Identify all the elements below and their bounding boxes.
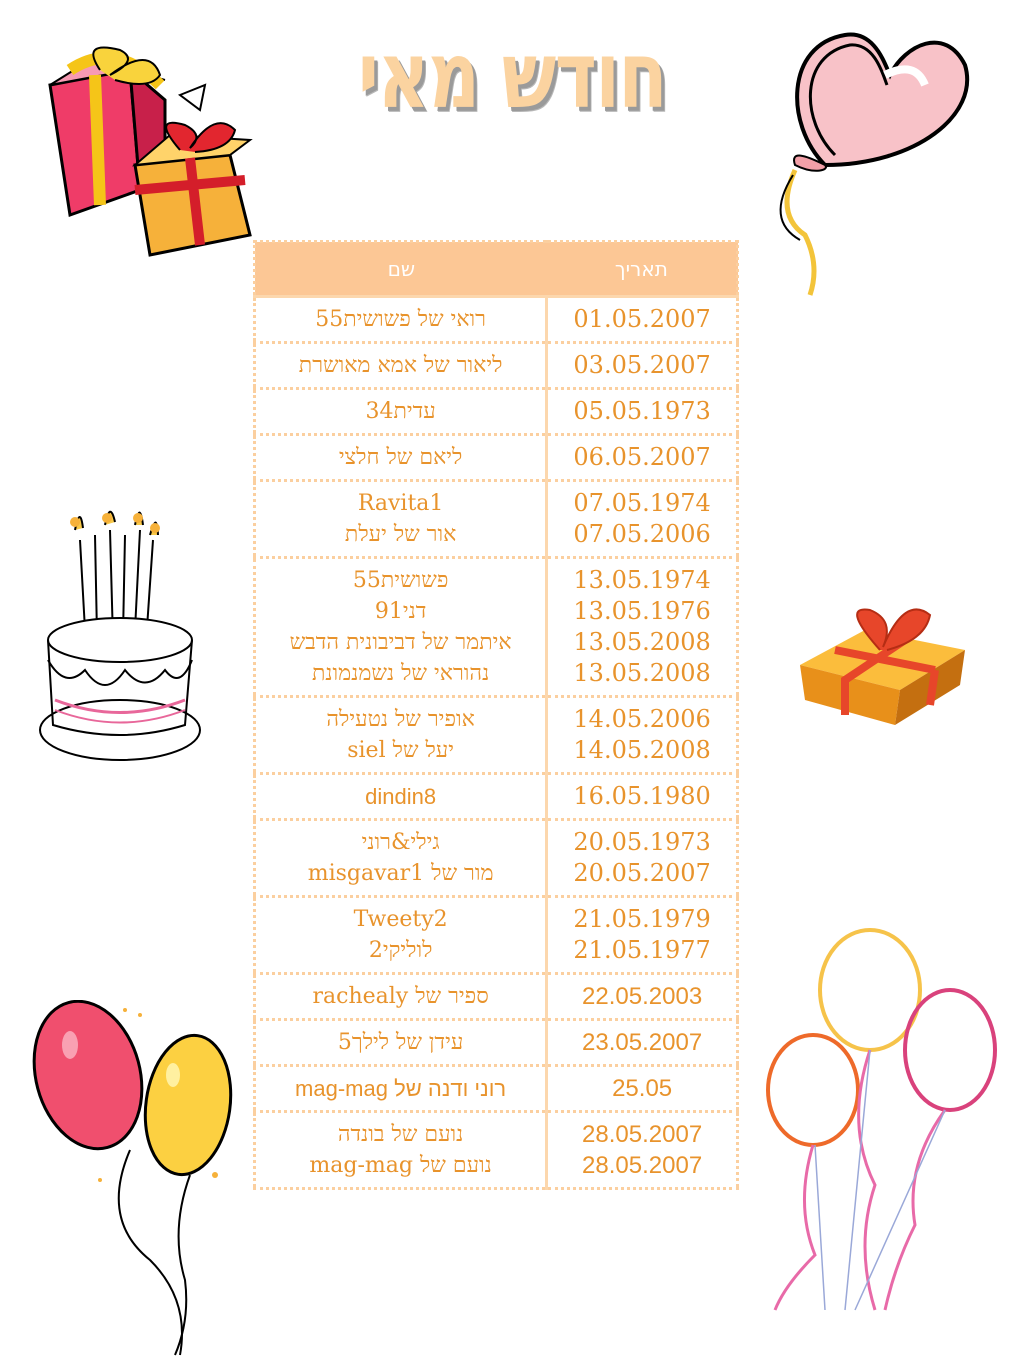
name-cell (255, 897, 547, 974)
date-text: 14.05.2006 (573, 705, 711, 733)
table-row (255, 297, 738, 343)
name-cell (255, 974, 547, 1020)
name-text: Ravita1 (357, 491, 444, 516)
date-text: 07.05.1974 (573, 489, 711, 517)
name-text: אור של יעלת (344, 522, 457, 547)
date-cell (547, 820, 738, 897)
date-text: 13.05.2008 (573, 628, 711, 656)
date-cell (547, 697, 738, 774)
table-row (255, 1066, 738, 1112)
two-balloons-icon (30, 1000, 250, 1360)
date-text: 03.05.2007 (573, 351, 711, 379)
date-cell (547, 897, 738, 974)
table-row (255, 1020, 738, 1066)
heart-balloon-icon (765, 5, 985, 305)
name-text: אופיר של נטעילה (326, 707, 475, 732)
date-cell (547, 558, 738, 697)
table-header-row (255, 242, 738, 297)
date-cell (547, 343, 738, 389)
date-cell (547, 1020, 738, 1066)
birthday-table (253, 240, 739, 1190)
date-text: 21.05.1979 (573, 905, 711, 933)
date-text: 14.05.2008 (573, 736, 711, 764)
name-text: נהוראי של נשמנמונת (311, 661, 490, 686)
date-cell (547, 297, 738, 343)
date-text: 23.05.2007 (582, 1029, 703, 1056)
date-text: 13.05.1976 (573, 597, 711, 625)
table-row (255, 774, 738, 820)
date-text: 06.05.2007 (573, 443, 711, 471)
column-header-name: שם (255, 242, 547, 297)
name-text: dindin8 (365, 784, 437, 809)
date-text: 16.05.1980 (573, 782, 711, 810)
table-row (255, 389, 738, 435)
name-text: נועם של mag-mag (309, 1153, 492, 1178)
date-text: 22.05.2003 (582, 983, 703, 1010)
date-cell (547, 774, 738, 820)
name-text: גילי&רוני (361, 830, 440, 855)
date-cell (547, 1112, 738, 1189)
name-text: ליאם של חלצי (338, 445, 463, 470)
date-cell (547, 481, 738, 558)
table-row (255, 1112, 738, 1189)
gift-box-icon (795, 595, 975, 735)
name-cell (255, 389, 547, 435)
name-text: דני91 (374, 599, 427, 624)
name-cell (255, 297, 547, 343)
page-title: חודש מאי (357, 22, 667, 129)
name-text: מור של misgavar1 (307, 861, 494, 886)
table-row (255, 481, 738, 558)
date-cell (547, 1066, 738, 1112)
name-text: עידן של לילך5 (337, 1030, 464, 1055)
table-row (255, 974, 738, 1020)
name-text: נועם של בונדה (337, 1122, 464, 1147)
date-text: 20.05.2007 (573, 859, 711, 887)
name-cell (255, 481, 547, 558)
date-cell (547, 435, 738, 481)
date-text: 01.05.2007 (573, 305, 711, 333)
table-row (255, 435, 738, 481)
gift-boxes-icon (40, 40, 260, 260)
name-text: Tweety2 (353, 907, 448, 932)
name-cell (255, 820, 547, 897)
date-text: 21.05.1977 (573, 936, 711, 964)
name-cell (255, 1020, 547, 1066)
table-row (255, 343, 738, 389)
name-text: ספיר של rachealy (312, 984, 489, 1009)
date-text: 13.05.1974 (573, 566, 711, 594)
name-text: איתמר של דביבונית הדבש (289, 630, 512, 655)
table-row (255, 697, 738, 774)
date-text: 20.05.1973 (573, 828, 711, 856)
date-cell (547, 974, 738, 1020)
column-header-date: תאריך (547, 242, 738, 297)
name-cell (255, 774, 547, 820)
table-row (255, 820, 738, 897)
name-text: לוליקי2 (368, 938, 433, 963)
name-text: עדית34 (365, 399, 436, 424)
table-row (255, 897, 738, 974)
date-text: 05.05.1973 (573, 397, 711, 425)
birthday-cake-icon (35, 500, 205, 780)
table-row (255, 558, 738, 697)
date-text: 07.05.2006 (573, 520, 711, 548)
name-cell (255, 1066, 547, 1112)
date-text: 28.05.2007 (582, 1121, 703, 1148)
name-text: רוני ודנה של mag-mag (295, 1076, 507, 1101)
name-cell (255, 1112, 547, 1189)
name-text: רואי של פשושית55 (315, 307, 486, 332)
name-text: ליאור של אמא מאושרת (298, 353, 503, 378)
three-balloons-icon (755, 925, 1005, 1315)
date-text: 13.05.2008 (573, 659, 711, 687)
date-cell (547, 389, 738, 435)
name-cell (255, 435, 547, 481)
name-cell (255, 558, 547, 697)
name-cell (255, 697, 547, 774)
name-text: פשושית55 (352, 568, 449, 593)
name-text: יעל של siel (347, 738, 454, 763)
name-cell (255, 343, 547, 389)
date-text: 25.05 (612, 1075, 673, 1102)
date-text: 28.05.2007 (582, 1152, 703, 1179)
